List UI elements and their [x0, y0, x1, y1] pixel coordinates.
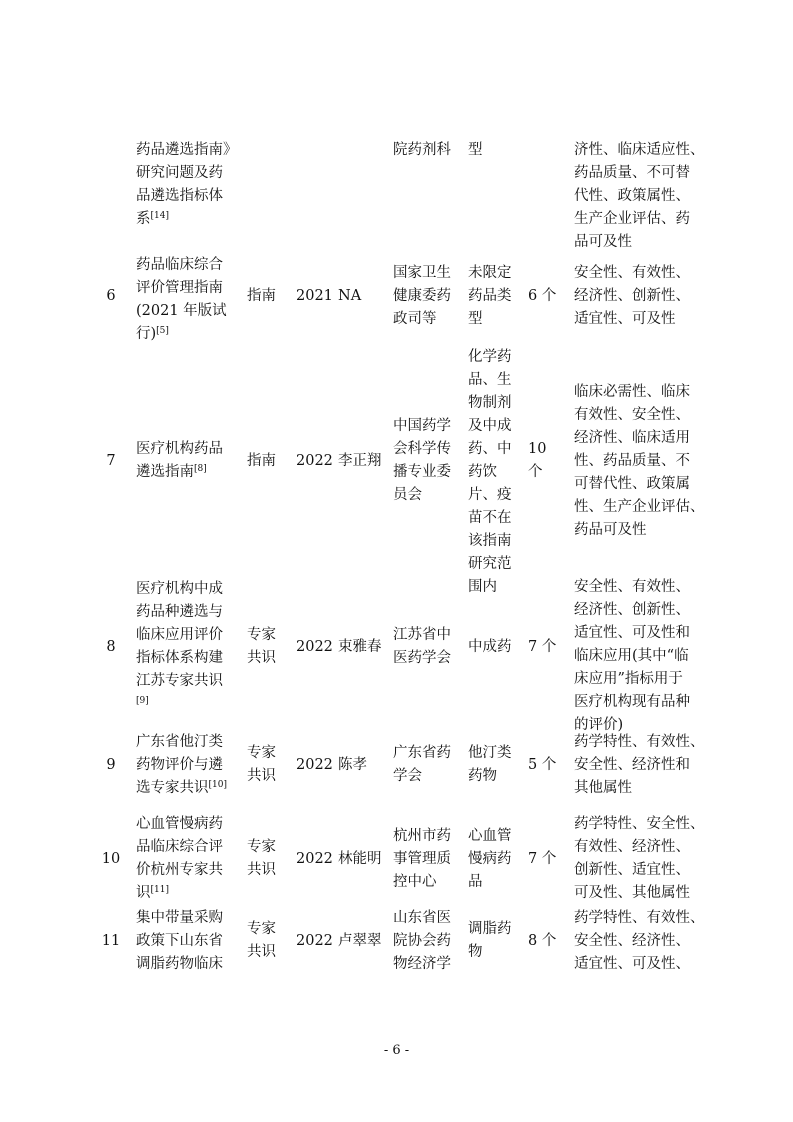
- lead-author: 束雅春: [338, 638, 382, 655]
- drug-scope: 未限定 药品类 型: [468, 264, 512, 327]
- guideline-name: 广东省他汀类 药物评价与遴 选专家共识[10]: [136, 733, 227, 796]
- lead-author: 陈孝: [338, 756, 367, 773]
- publish-year: 2022: [296, 638, 333, 655]
- row-number: 9: [106, 756, 116, 773]
- table-row: [0, 254, 793, 342]
- guideline-name: 心血管慢病药 品临床综合评 价杭州专家共 识[11]: [136, 816, 223, 901]
- publishing-organization: 中国药学 会科学传 播专业委 员会: [393, 418, 451, 503]
- reference-marker: [10]: [208, 779, 227, 790]
- dimension-count: 7 个: [528, 638, 557, 655]
- publish-year: 2022: [296, 452, 333, 469]
- row-number: 10: [101, 850, 121, 867]
- page-number: - 6 -: [383, 1043, 410, 1058]
- publishing-organization: 山东省医 院协会药 物经济学: [393, 909, 451, 972]
- row-number: 7: [106, 452, 116, 469]
- dimension-count: 7 个: [528, 850, 557, 867]
- lead-author: 卢翠翠: [338, 932, 382, 949]
- publish-year: 2021: [296, 287, 333, 304]
- dimension-count: 6 个: [528, 287, 557, 304]
- drug-scope: 化学药 品、生 物制剂 及中成 药、中 药饮 片、疫 苗不在 该指南 研究范 围内: [468, 349, 512, 595]
- drug-scope: 中成药: [468, 638, 512, 655]
- evaluation-dimensions: 药学特性、有效性、 安全性、经济性、 适宜性、可及性、: [574, 909, 705, 972]
- lead-author: 李正翔: [338, 452, 382, 469]
- lead-author: NA: [338, 287, 362, 304]
- document-type: 专家 共识: [247, 839, 276, 878]
- publishing-organization: 杭州市药 事管理质 控中心: [393, 827, 451, 890]
- guideline-name: 集中带量采购 政策下山东省 调脂药物临床: [136, 909, 223, 972]
- publish-year: 2022: [296, 850, 333, 867]
- evaluation-dimensions: 临床必需性、临床 有效性、安全性、 经济性、临床适用 性、药品质量、不 可替代性、政策属 性、生产企业评估、 药品可及性: [574, 383, 705, 538]
- dimension-count: 8 个: [528, 932, 557, 949]
- drug-scope: 型: [468, 142, 483, 158]
- dimension-count: 10 个: [528, 441, 547, 480]
- publish-year: 2022: [296, 932, 333, 949]
- evaluation-dimensions: 安全性、有效性、 经济性、创新性、 适宜性、可及性: [574, 264, 690, 327]
- reference-marker: [14]: [150, 211, 169, 221]
- row-number: 8: [106, 638, 116, 655]
- drug-scope: 他汀类 药物: [468, 745, 512, 784]
- reference-marker: [5]: [156, 326, 169, 336]
- document-type: 指南: [247, 452, 276, 469]
- table-row: [0, 718, 793, 812]
- drug-scope: 调脂药 物: [468, 921, 512, 960]
- evaluation-dimensions: 济性、临床适应性、 药品质量、不可替 代性、政策属性、 生产企业评估、药 品可及性: [574, 142, 705, 250]
- drug-scope: 心血管 慢病药 品: [468, 827, 512, 890]
- lead-author: 林能明: [338, 850, 382, 867]
- guideline-name: 医疗机构药品 遴选指南[8]: [136, 441, 223, 480]
- document-type: 指南: [247, 287, 276, 304]
- row-number: 6: [106, 287, 116, 304]
- publishing-organization: 江苏省中 医药学会: [393, 627, 451, 666]
- reference-marker: [9]: [136, 696, 149, 706]
- guideline-name: 医疗机构中成 药品种遴选与 临床应用评价 指标体系构建 江苏专家共识 [9]: [136, 581, 223, 706]
- publishing-organization: 院药剂科: [393, 142, 451, 158]
- document-type: 专家 共识: [247, 627, 276, 666]
- evaluation-dimensions: 安全性、有效性、 经济性、创新性、 适宜性、可及性和 临床应用(其中“临 床应用”指标用于 医疗机构现有品种 的评价): [574, 579, 690, 733]
- reference-marker: [11]: [150, 885, 169, 895]
- table-row: [0, 139, 793, 254]
- publish-year: 2022: [296, 756, 333, 773]
- publishing-organization: 国家卫生 健康委药 政司等: [393, 264, 451, 327]
- document-type: 专家 共识: [247, 921, 276, 960]
- row-number: 11: [101, 932, 121, 949]
- evaluation-dimensions: 药学特性、安全性、 有效性、经济性、 创新性、适宜性、 可及性、其他属性: [574, 816, 705, 901]
- reference-marker: [8]: [194, 464, 207, 474]
- table-row: [0, 812, 793, 906]
- table-row: [0, 346, 793, 595]
- document-type: 专家 共识: [247, 745, 276, 784]
- table-row: [0, 576, 793, 733]
- dimension-count: 5 个: [528, 756, 557, 773]
- guideline-name: 药品遴选指南》 研究问题及药 品遴选指标体 系[14]: [136, 142, 238, 227]
- guideline-name: 药品临床综合 评价管理指南 (2021 年版试 行)[5]: [136, 257, 227, 342]
- publishing-organization: 广东省药 学会: [393, 745, 451, 784]
- evaluation-dimensions: 药学特性、有效性、 安全性、经济性和 其他属性: [574, 733, 705, 796]
- table-row: [0, 906, 793, 976]
